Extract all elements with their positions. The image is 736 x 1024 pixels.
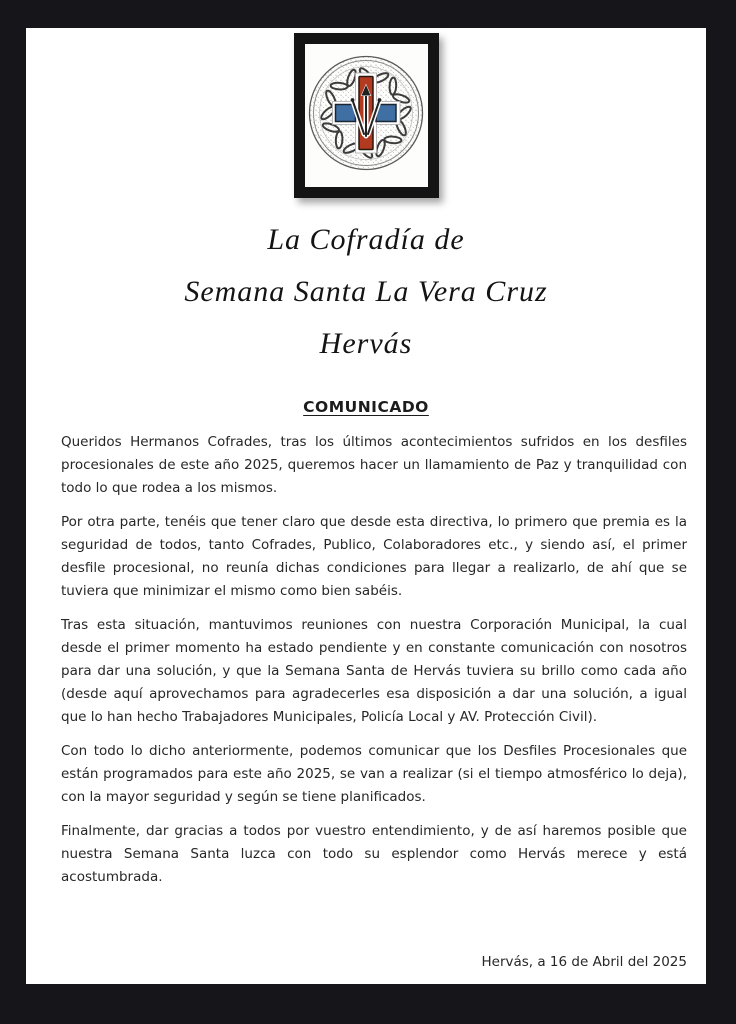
paragraph-closing: Finalmente, dar gracias a todos por vuestro entendimiento, y de así haremos posible que nuestra Semana Santa luzca con todo su esplendor como Hervás merece y está acostumbrada. bbox=[61, 823, 687, 885]
vera-cruz-emblem-icon bbox=[305, 44, 428, 187]
organization-title bbox=[26, 214, 706, 370]
title-line-semana-santa: Semana Santa La Vera Cruz bbox=[184, 275, 548, 308]
letter-body bbox=[26, 416, 706, 974]
paragraph-greeting: Queridos Hermanos Cofrades, tras los últimos acontecimientos sufridos en los desfiles procesionales de este año 2025, queremos hacer un llamamiento de Paz y tranquilidad con todo lo que rodea a los mismos. bbox=[61, 434, 687, 496]
paragraph-announcement: Con todo lo dicho anteriormente, podemos comunicar que los Desfiles Procesionales que están programados para este año 2025, se van a realizar (si el tiempo atmosférico lo deja), con la mayor seguridad y según se tiene planificados. bbox=[61, 743, 687, 805]
paragraph-security: Por otra parte, tenéis que tener claro que desde esta directiva, lo primero que premia es la seguridad de todos, tanto Cofrades, Publico, Colaboradores etc., y siendo así, el primer desfile procesional, no reunía dichas condiciones para llegar a realizarlo, de ahí que se tuviera que minimizar el mismo como bien sabéis. bbox=[61, 514, 687, 599]
comunicado-heading: COMUNICADO bbox=[303, 398, 429, 416]
comunicado-heading-row bbox=[26, 398, 706, 416]
paragraph-municipal: Tras esta situación, mantuvimos reuniones con nuestra Corporación Municipal, la cual desde el primer momento ha estado pendiente y en constante comunicación con nosotros para dar una solución, y que la Semana Santa de Hervás tuviera su brillo como cada año (desde aquí aprovechamos para agradecerles esa disposición a dar una solución, a igual que lo han hecho Trabajadores Municipales, Policía Local y AV. Protección Civil). bbox=[61, 617, 687, 725]
title-line-cofradia: La Cofradía de bbox=[267, 223, 465, 256]
title-line-hervas: Hervás bbox=[319, 327, 413, 360]
emblem-card bbox=[305, 44, 428, 187]
document-page bbox=[26, 28, 706, 984]
date-line: Hervás, a 16 de Abril del 2025 bbox=[481, 954, 687, 970]
emblem-frame bbox=[294, 33, 439, 198]
